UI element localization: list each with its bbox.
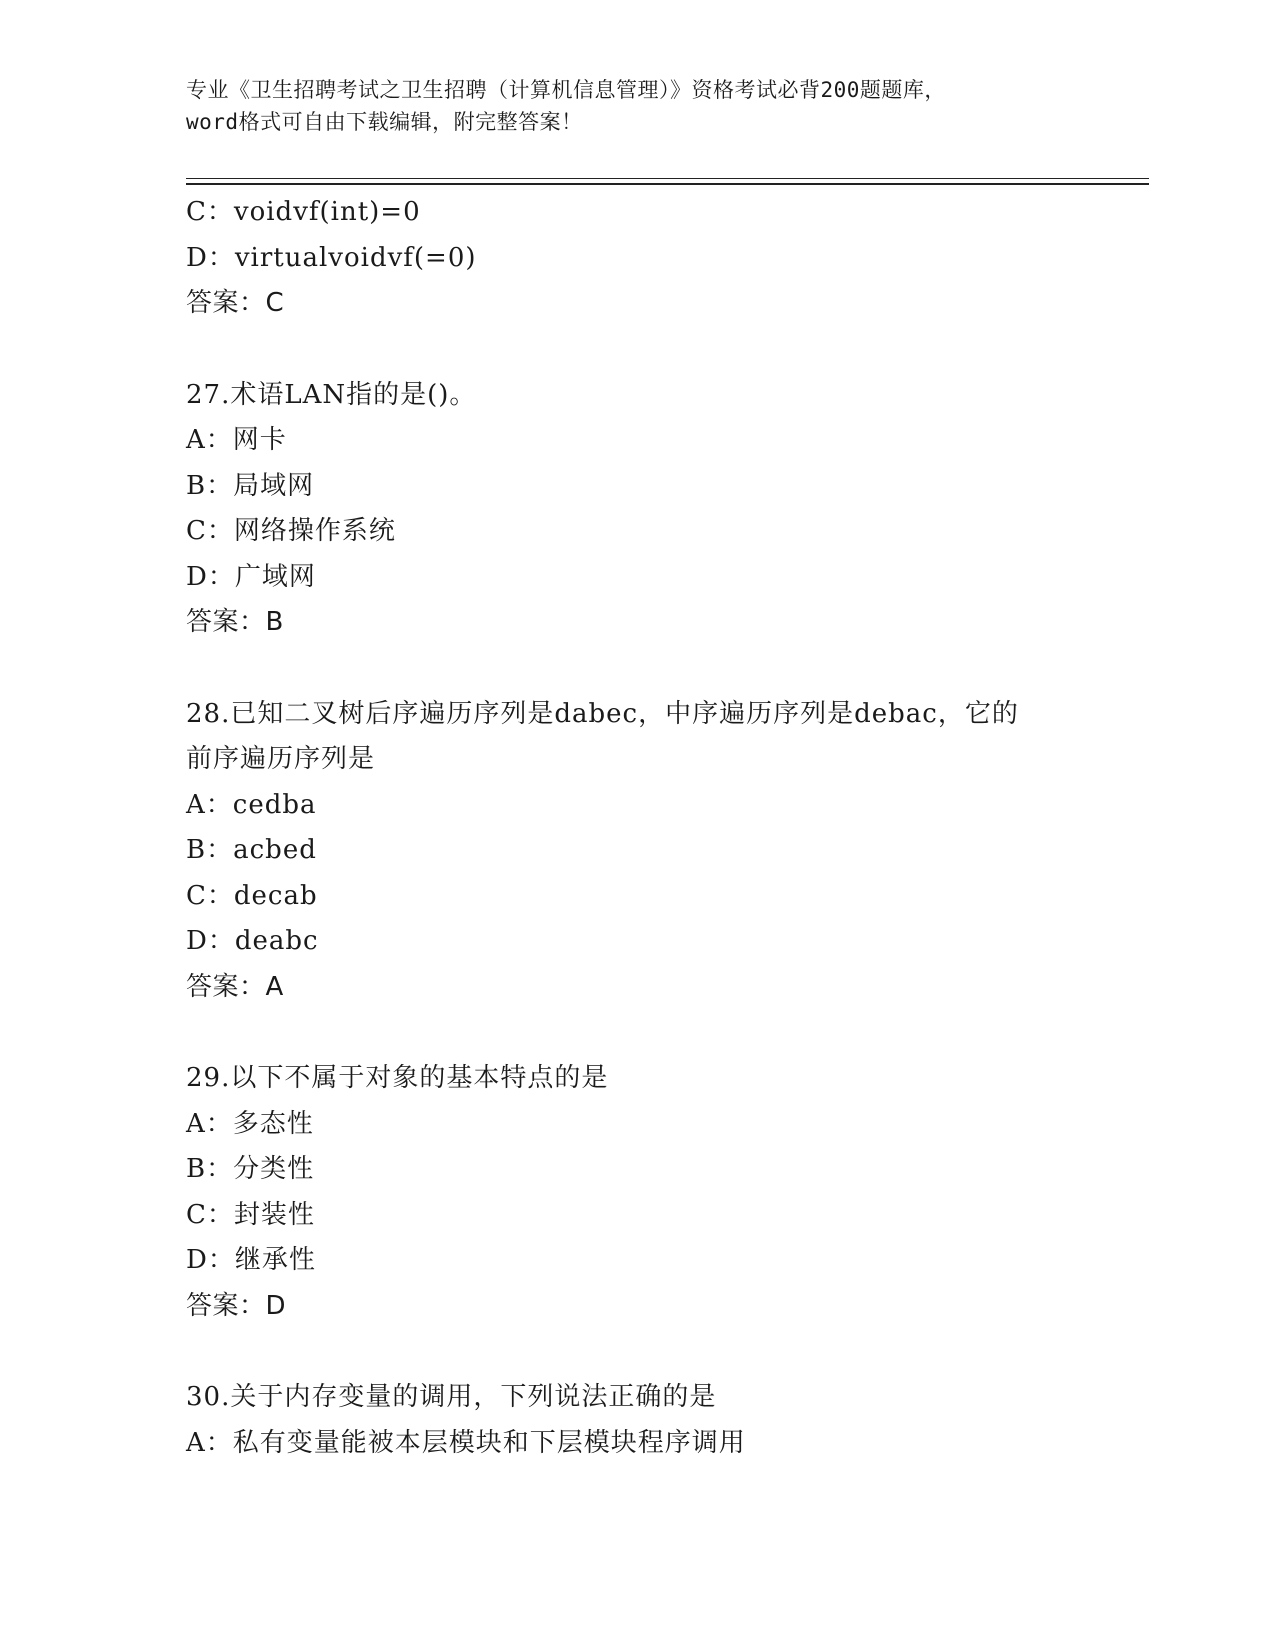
spacer: [186, 1010, 1086, 1056]
q28-option-a: A：cedba: [186, 789, 317, 820]
q29-option-d: D：继承性: [186, 1245, 316, 1275]
q27-answer: 答案：B: [186, 607, 284, 637]
question-30: [186, 1375, 1086, 1466]
q27-option-d: D：广域网: [186, 561, 316, 592]
q29-option-a: A：多态性: [186, 1108, 314, 1139]
q26-option-c: C：voidvf(int)=0: [186, 197, 421, 227]
q28-option-b: B：acbed: [186, 835, 317, 865]
q28-option-c: C：decab: [186, 880, 318, 911]
header-title-line1: 专业《卫生招聘考试之卫生招聘（计算机信息管理）》资格考试必背200题题库，: [186, 78, 946, 102]
q27-option-b: B：局域网: [186, 470, 315, 501]
q27-option-c: C：网络操作系统: [186, 516, 396, 546]
q29-option-c: C：封装性: [186, 1199, 315, 1230]
q28-option-d: D：deabc: [186, 926, 319, 956]
q26-option-d: D：virtualvoidvf(=0): [186, 242, 477, 273]
q29-answer: 答案：D: [186, 1290, 287, 1321]
spacer: [186, 646, 1086, 692]
question-28: [186, 692, 1086, 1011]
header-divider-thin: [186, 178, 1149, 179]
q30-option-a: A：私有变量能被本层模块和下层模块程序调用: [186, 1427, 746, 1458]
question-26: [186, 190, 1086, 327]
question-27: [186, 373, 1086, 646]
q30-question: 30.关于内存变量的调用，下列说法正确的是: [186, 1382, 717, 1412]
q28-answer: 答案：A: [186, 971, 284, 1002]
header-divider-thick: [186, 183, 1149, 185]
spacer: [186, 327, 1086, 373]
header-title-line2: word格式可自由下载编辑，附完整答案！: [186, 110, 583, 134]
question-29: [186, 1056, 1086, 1329]
q26-answer: 答案：C: [186, 288, 285, 318]
q29-option-b: B：分类性: [186, 1154, 315, 1184]
q27-question: 27.术语LAN指的是()。: [186, 379, 477, 410]
q28-question-line1: 28.已知二叉树后序遍历序列是dabec，中序遍历序列是debac，它的: [186, 698, 1019, 729]
q29-question: 29.以下不属于对象的基本特点的是: [186, 1063, 609, 1093]
document-header: [186, 74, 1086, 138]
spacer: [186, 1329, 1086, 1375]
q28-question-line2: 前序遍历序列是: [186, 744, 376, 774]
q27-option-a: A：网卡: [186, 425, 287, 455]
question-list: [186, 190, 1086, 1466]
